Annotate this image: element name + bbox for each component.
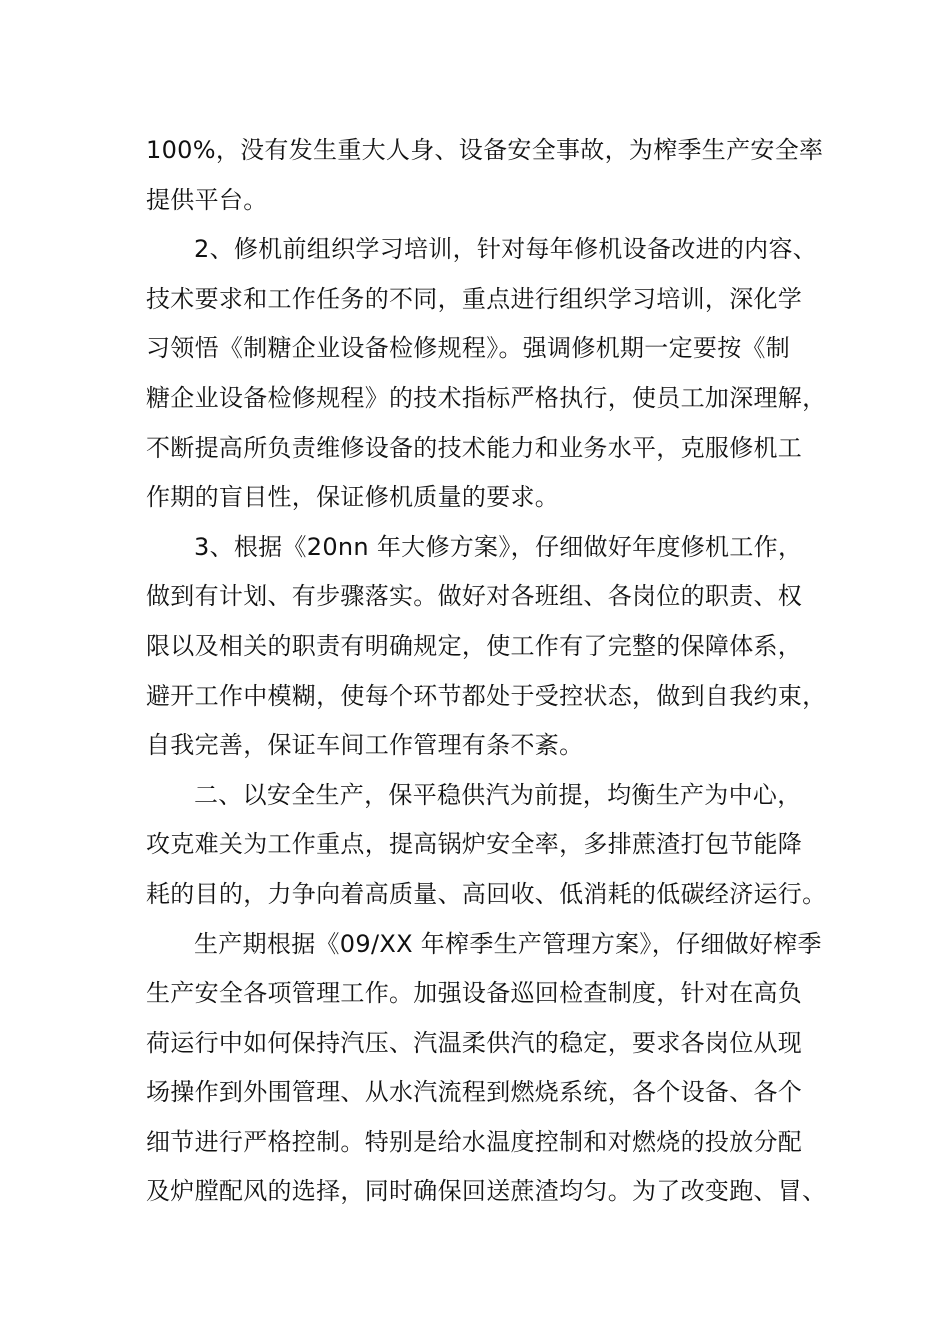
text-line: 及炉膛配风的选择，同时确保回送蔗渣均匀。为了改变跑、冒、 [146,1177,827,1206]
text-line: 二、以安全生产，保平稳供汽为前提，均衡生产为中心， [194,780,802,809]
text-line: 提供平台。 [146,185,268,214]
text-line: 作期的盲目性，保证修机质量的要求。 [146,483,560,512]
paragraph [146,771,826,920]
text-line: 生产期根据《09/XX 年榨季生产管理方案》，仔细做好榨季 [194,929,822,958]
text-line: 2、修机前组织学习培训，针对每年修机设备改进的内容、 [194,235,818,264]
text-line: 3、根据《20nn 年大修方案》，仔细做好年度修机工作， [194,532,803,561]
paragraph [146,920,826,1218]
paragraph [146,523,826,771]
text-line: 糖企业设备检修规程》的技术指标严格执行，使员工加深理解， [146,383,827,412]
paragraph [146,225,826,523]
text-line: 攻克难关为工作重点，提高锅炉安全率，多排蔗渣打包节能降 [146,830,803,859]
text-line: 荷运行中如何保持汽压、汽温柔供汽的稳定，要求各岗位从现 [146,1028,803,1057]
text-line: 生产安全各项管理工作。加强设备巡回检查制度，针对在高负 [146,979,803,1008]
document-body [146,126,826,1217]
text-line: 不断提高所负责维修设备的技术能力和业务水平，克服修机工 [146,433,803,462]
text-line: 自我完善，保证车间工作管理有条不紊。 [146,731,584,760]
text-line: 限以及相关的职责有明确规定，使工作有了完整的保障体系， [146,631,803,660]
text-line: 场操作到外围管理、从水汽流程到燃烧系统，各个设备、各个 [146,1078,803,1107]
text-line: 习领悟《制糖企业设备检修规程》。强调修机期一定要按《制 [146,334,791,363]
paragraph [146,126,826,225]
text-line: 做到有计划、有步骤落实。做好对各班组、各岗位的职责、权 [146,582,803,611]
text-line: 技术要求和工作任务的不同，重点进行组织学习培训，深化学 [146,284,803,313]
text-line: 100%，没有发生重大人身、设备安全事故，为榨季生产安全率 [146,136,824,164]
text-line: 细节进行严格控制。特别是给水温度控制和对燃烧的投放分配 [146,1127,803,1156]
text-line: 避开工作中模糊，使每个环节都处于受控状态，做到自我约束， [146,681,827,710]
text-line: 耗的目的，力争向着高质量、高回收、低消耗的低碳经济运行。 [146,879,827,908]
